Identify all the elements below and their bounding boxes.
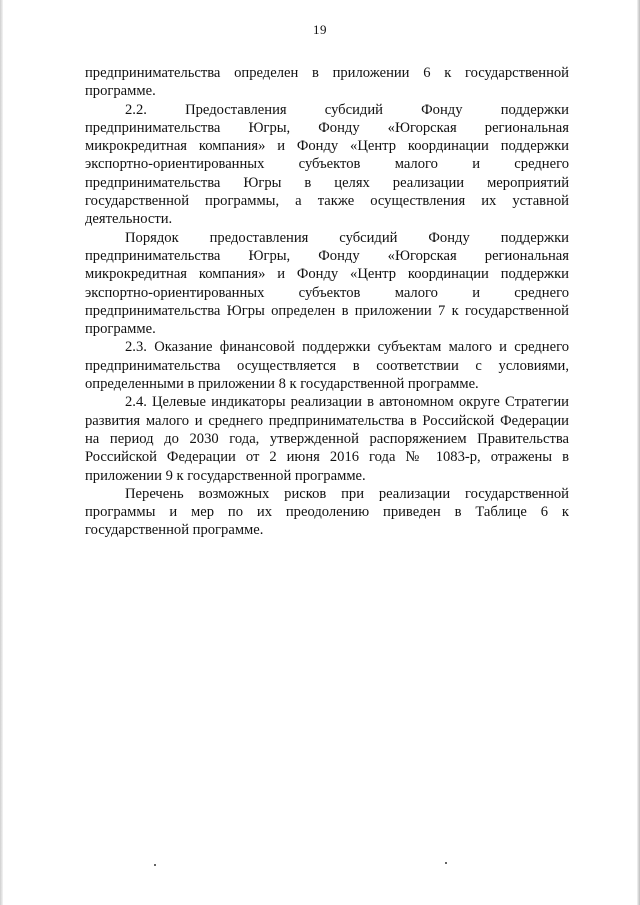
scan-edge-left [0,0,3,905]
page-number: 19 [313,22,327,37]
paragraph-2-3: 2.3. Оказание финансовой поддержки субъектам малого и среднего предпринимательства осуществляется в соответствии с условиями, определенными в приложении 8 к государственной программе. [85,339,569,393]
document-body [85,64,569,540]
scan-speck [154,864,156,866]
paragraph-2-2: 2.2. Предоставления субсидий Фонду поддержки предпринимательства Югры, Фонду «Югорская региональная микрокредитная компания» и Фонду «Центр координации поддержки экспортно-ориентированных субъектов малого и среднего предпринимательства Югры в целях реализации мероприятий государственной программы, а также осуществления их уставной деятельности. [85,101,569,228]
paragraph-subsidy-procedure: Порядок предоставления субсидий Фонду поддержки предпринимательства Югры, Фонду «Югорская региональная микрокредитная компания» и Фонду «Центр координации поддержки экспортно-ориентированных субъектов малого и среднего предпринимательства Югры определен в приложении 7 к государственной программе. [85,229,569,338]
paragraph-2-4: 2.4. Целевые индикаторы реализации в автономном округе Стратегии развития малого и среднего предпринимательства в Российской Федерации на период до 2030 года, утвержденной распоряжением Правительства Российской Федерации от 2 июня 2016 года № 1083-р, отражены в приложении 9 к государственной программе. [85,394,569,484]
scan-speck [445,862,447,864]
paragraph-continuation: предпринимательства определен в приложении 6 к государственной программе. [85,65,569,100]
paragraph-risks: Перечень возможных рисков при реализации государственной программы и мер по их преодолению приведен в Таблице 6 к государственной программе. [85,485,569,539]
